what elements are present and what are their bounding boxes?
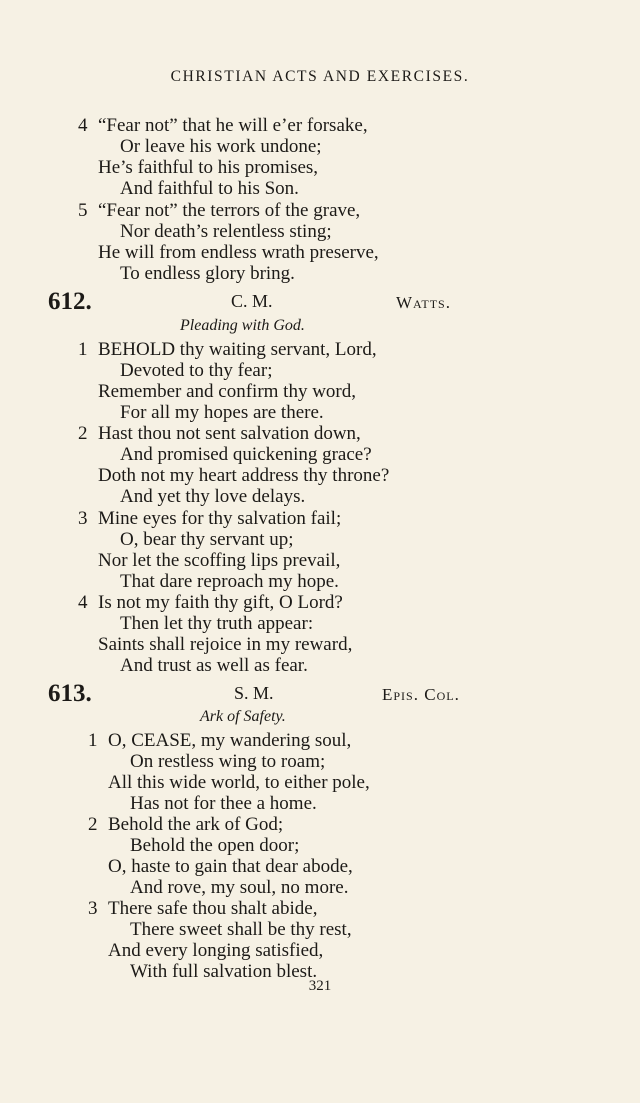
stanza-number: 2 (88, 814, 98, 835)
verse-line: Doth not my heart address thy throne? (98, 465, 390, 486)
verse-line: And every longing satisfied, (108, 940, 324, 961)
page-number: 321 (308, 978, 332, 994)
verse-line: There safe thou shalt abide, (108, 898, 318, 919)
verse-line: For all my hopes are there. (120, 402, 324, 423)
verse-line: And rove, my soul, no more. (130, 877, 349, 898)
verse-line: Saints shall rejoice in my reward, (98, 634, 353, 655)
stanza-number: 4 (78, 115, 88, 136)
verse-line: Devoted to thy fear; (120, 360, 273, 381)
stanza-number: 3 (88, 898, 98, 919)
verse-line: To endless glory bring. (120, 263, 295, 284)
verse-line: There sweet shall be thy rest, (130, 919, 352, 940)
verse-line: That dare reproach my hope. (120, 571, 339, 592)
verse-line: O, bear thy servant up; (120, 529, 294, 550)
verse-line: And yet thy love delays. (120, 486, 306, 507)
verse-line: Nor death’s relentless sting; (120, 221, 332, 242)
stanza-number: 1 (78, 339, 88, 360)
verse-line: On restless wing to roam; (130, 751, 326, 772)
verse-line: Behold the ark of God; (108, 814, 284, 835)
hymn-meter: C. M. (231, 291, 273, 311)
stanza-number: 2 (78, 423, 88, 444)
hymn-title: Pleading with God. (180, 317, 305, 334)
stanza-number: 3 (78, 508, 88, 529)
verse-line: Or leave his work undone; (120, 136, 322, 157)
hymn-author: Watts. (396, 293, 451, 312)
verse-line: “Fear not” the terrors of the grave, (98, 200, 361, 221)
verse-line: Hast thou not sent salvation down, (98, 423, 361, 444)
verse-line: BEHOLD thy waiting servant, Lord, (98, 339, 377, 360)
hymn-meter: S. M. (234, 683, 274, 703)
verse-line: Mine eyes for thy salvation fail; (98, 508, 342, 529)
verse-line: Is not my faith thy gift, O Lord? (98, 592, 343, 613)
verse-line: And faithful to his Son. (120, 178, 299, 199)
verse-line: O, CEASE, my wandering soul, (108, 730, 352, 751)
stanza-number: 1 (88, 730, 98, 751)
verse-line: With full salvation blest. (130, 961, 318, 982)
verse-line: Nor let the scoffing lips prevail, (98, 550, 341, 571)
verse-line: All this wide world, to either pole, (108, 772, 370, 793)
verse-line: Remember and confirm thy word, (98, 381, 357, 402)
hymn-title: Ark of Safety. (200, 708, 286, 725)
verse-line: And promised quickening grace? (120, 444, 372, 465)
stanza-number: 5 (78, 200, 88, 221)
verse-line: Then let thy truth appear: (120, 613, 314, 634)
verse-line: O, haste to gain that dear abode, (108, 856, 353, 877)
hymn-number: 612. (48, 288, 92, 315)
stanza-number: 4 (78, 592, 88, 613)
hymn-author: Epis. Col. (382, 685, 460, 704)
verse-line: He will from endless wrath preserve, (98, 242, 379, 263)
hymn-number: 613. (48, 680, 92, 707)
verse-line: And trust as well as fear. (120, 655, 308, 676)
verse-line: Behold the open door; (130, 835, 300, 856)
running-head: CHRISTIAN ACTS AND EXERCISES. (170, 68, 470, 85)
verse-line: He’s faithful to his promises, (98, 157, 319, 178)
verse-line: “Fear not” that he will e’er forsake, (98, 115, 368, 136)
verse-line: Has not for thee a home. (130, 793, 317, 814)
